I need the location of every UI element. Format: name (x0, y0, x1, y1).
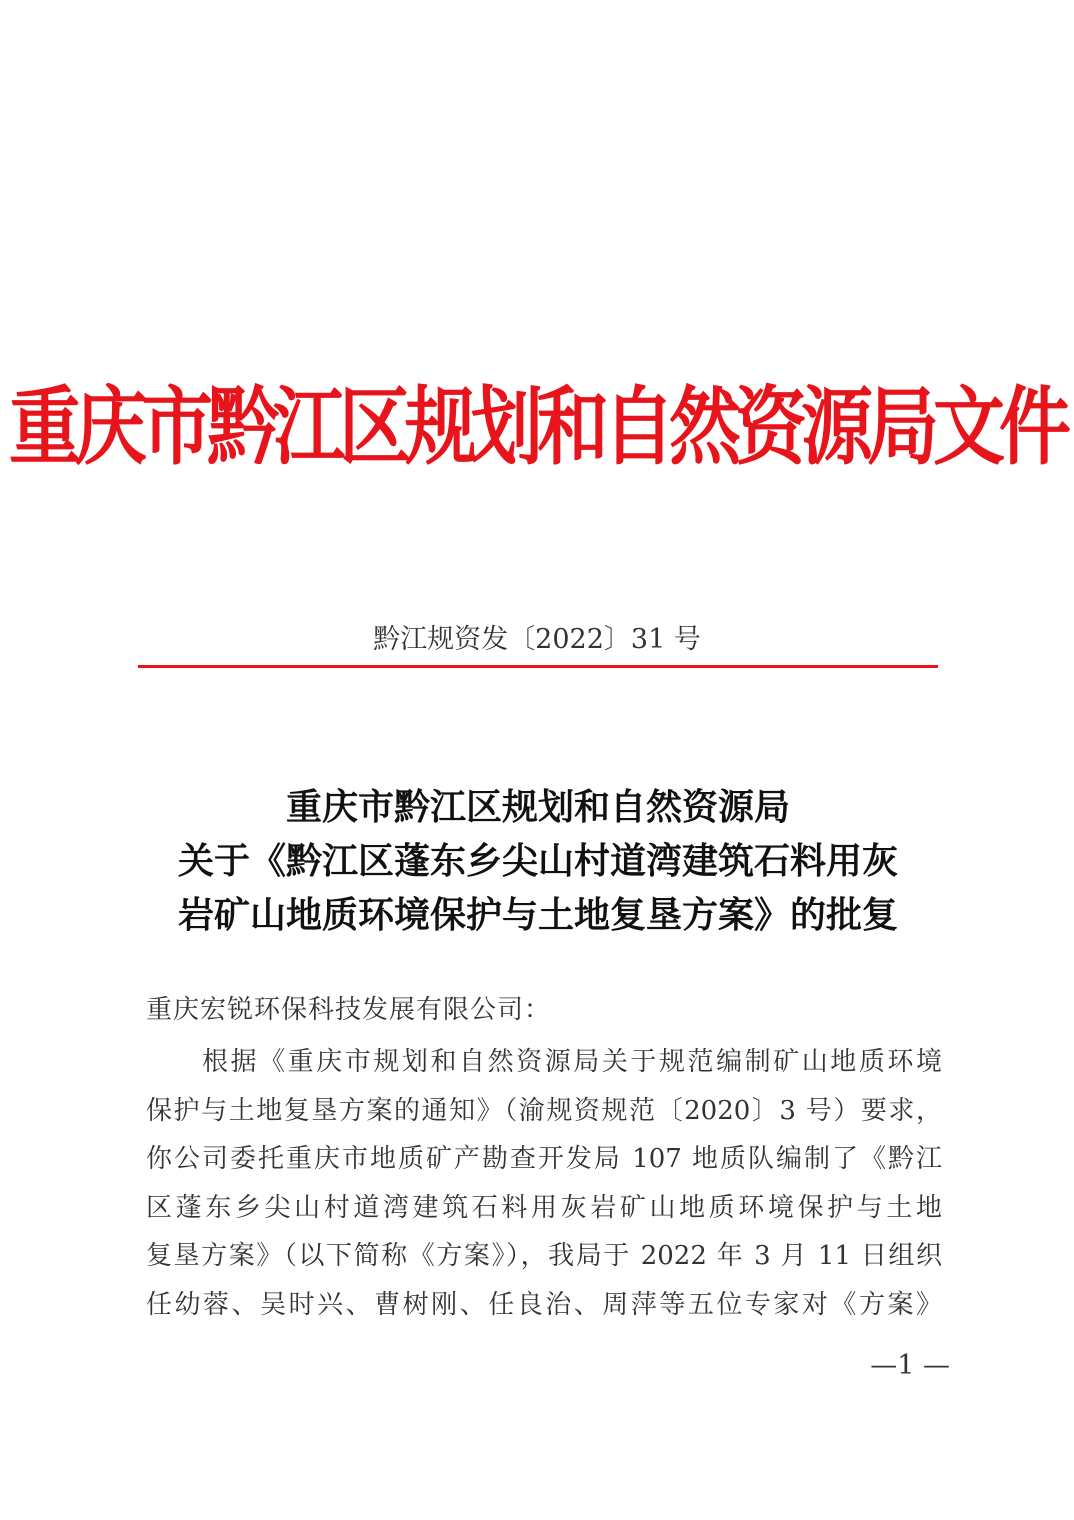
body-line-6: 任幼蓉、吴时兴、曹树刚、任良治、周萍等五位专家对《方案》 (146, 1289, 942, 1320)
document-title (130, 780, 946, 942)
title-line-3: 岩矿山地质环境保护与土地复垦方案》的批复 (177, 894, 898, 936)
document-number: 黔江规资发〔2022〕31 号 (373, 624, 701, 655)
body-line-3: 你公司委托重庆市地质矿产勘查开发局 107 地质队编制了《黔江 (146, 1144, 942, 1174)
title-line-1: 重庆市黔江区规划和自然资源局 (285, 786, 790, 828)
body-line-4: 区蓬东乡尖山村道湾建筑石料用灰岩矿山地质环境保护与土地 (146, 1192, 942, 1223)
body-line-5: 复垦方案》（以下简称《方案》），我局于 2022 年 3 月 11 日组织 (146, 1241, 942, 1271)
body-line-2: 保护与土地复垦方案的通知》（渝规资规范〔2020〕3 号）要求， (146, 1095, 942, 1126)
body-line-1: 根据《重庆市规划和自然资源局关于规范编制矿山地质环境 (202, 1047, 942, 1077)
body-paragraph (146, 1038, 942, 1329)
addressee: 重庆宏锐环保科技发展有限公司： (146, 995, 552, 1025)
title-line-2: 关于《黔江区蓬东乡尖山村道湾建筑石料用灰 (177, 840, 898, 882)
red-divider-line (138, 665, 938, 668)
page-number: —1 — (870, 1350, 950, 1381)
masthead-title: 重庆市黔江区规划和自然资源局文件 (8, 377, 1065, 477)
